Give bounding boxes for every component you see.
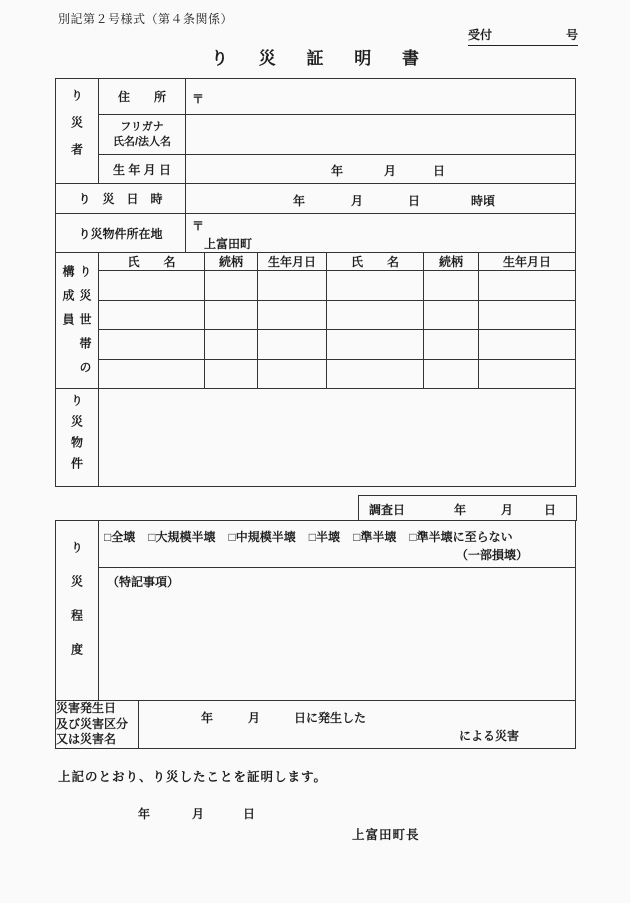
- damage-datetime-label: り 災 日 時: [56, 184, 186, 214]
- day-label: 日: [408, 194, 421, 208]
- member-name-cell[interactable]: [99, 271, 205, 300]
- day-label: 日: [433, 164, 446, 178]
- damage-degree-table: [55, 520, 576, 749]
- checkbox-icon: □: [104, 530, 112, 544]
- member-relation-cell[interactable]: [424, 359, 479, 388]
- disaster-suffix: による災害: [459, 729, 520, 743]
- checkbox-icon: □: [308, 530, 317, 544]
- month-label: 月: [351, 194, 364, 208]
- member-relation-cell[interactable]: [205, 330, 258, 359]
- day-label: 日: [544, 503, 557, 517]
- damage-level-cell: [99, 521, 576, 568]
- form-number-note: 別記第２号様式（第４条関係）: [58, 12, 234, 26]
- member-row: [56, 271, 576, 300]
- member-name-cell[interactable]: [99, 330, 205, 359]
- special-notes-label: （特記事項）: [107, 575, 180, 589]
- applicant-group-label: り災者: [56, 79, 99, 184]
- month-label: 月: [192, 807, 205, 821]
- name-input-cell[interactable]: [186, 115, 576, 155]
- checkbox-icon: □: [148, 530, 156, 544]
- member-relation-cell[interactable]: [424, 271, 479, 300]
- damage-checkbox-item[interactable]: [148, 528, 215, 545]
- checkbox-label: 中規模半壊: [235, 530, 296, 544]
- member-birthdate-cell[interactable]: [258, 300, 327, 329]
- member-name-cell[interactable]: [99, 300, 205, 329]
- member-row: [56, 330, 576, 359]
- column-header-relation: 続柄: [205, 253, 258, 271]
- column-header-birthdate: 生年月日: [479, 253, 576, 271]
- member-relation-cell[interactable]: [205, 271, 258, 300]
- checkbox-label: 半壊: [316, 530, 341, 544]
- damaged-property-input-cell[interactable]: [99, 389, 576, 487]
- applicant-table: [55, 78, 576, 487]
- member-birthdate-cell[interactable]: [258, 359, 327, 388]
- checkbox-label: 大規模半壊: [155, 530, 216, 544]
- year-label: 年: [138, 807, 151, 821]
- household-group-label: り災世帯の 構成員: [56, 253, 99, 389]
- member-name-cell[interactable]: [327, 359, 424, 388]
- checkbox-icon: □: [228, 530, 236, 544]
- member-birthdate-cell[interactable]: [479, 359, 576, 388]
- damage-checkbox-item[interactable]: [229, 528, 296, 545]
- checkbox-icon: □: [353, 530, 361, 544]
- member-name-cell[interactable]: [327, 271, 424, 300]
- damage-checkbox-item[interactable]: [104, 528, 135, 545]
- postal-mark: 〒: [192, 91, 205, 106]
- disaster-info-label: 災害発生日 及び災害区分 又は災害名: [56, 701, 139, 749]
- postal-mark: 〒: [192, 219, 205, 233]
- member-birthdate-cell[interactable]: [479, 271, 576, 300]
- column-header-name: 氏 名: [327, 253, 424, 271]
- member-birthdate-cell[interactable]: [479, 330, 576, 359]
- address-label: 住 所: [99, 79, 186, 115]
- reception-suffix: 号: [565, 28, 578, 42]
- checkbox-label: 準半壊に至らない: [416, 530, 513, 544]
- member-relation-cell[interactable]: [205, 300, 258, 329]
- member-row: [56, 359, 576, 388]
- reception-label: 受付: [468, 28, 493, 42]
- month-label: 月: [501, 503, 514, 517]
- time-label: 時頃: [471, 194, 496, 208]
- signer-title: 上富田町長: [352, 828, 420, 842]
- damaged-property-label: り災物件: [56, 389, 99, 487]
- member-relation-cell[interactable]: [424, 300, 479, 329]
- birthdate-input-cell[interactable]: [186, 155, 576, 184]
- month-label: 月: [384, 164, 397, 178]
- form-title: り 災 証 明 書: [211, 49, 432, 68]
- property-location-label: り災物件所在地: [56, 214, 186, 253]
- special-notes-cell[interactable]: [99, 568, 576, 701]
- disaster-info-input-cell[interactable]: [139, 701, 576, 749]
- day-label: 日: [243, 807, 256, 821]
- member-birthdate-cell[interactable]: [258, 271, 327, 300]
- checkbox-label: 全壊: [111, 530, 136, 544]
- year-label: 年: [331, 164, 344, 178]
- year-label: 年: [454, 503, 467, 517]
- column-header-birthdate: 生年月日: [258, 253, 327, 271]
- column-header-relation: 続柄: [424, 253, 479, 271]
- year-label: 年: [293, 194, 306, 208]
- damage-datetime-input-cell[interactable]: [186, 184, 576, 214]
- member-relation-cell[interactable]: [424, 330, 479, 359]
- reception-number-line: [468, 26, 578, 46]
- member-name-cell[interactable]: [327, 300, 424, 329]
- damage-degree-group-label: り災程度: [56, 521, 99, 701]
- damage-checkbox-item[interactable]: [353, 528, 396, 545]
- damage-checkbox-item[interactable]: [409, 528, 512, 545]
- member-relation-cell[interactable]: [205, 359, 258, 388]
- address-input-cell[interactable]: [186, 79, 576, 115]
- member-birthdate-cell[interactable]: [479, 300, 576, 329]
- member-row: [56, 300, 576, 329]
- checkbox-icon: □: [409, 530, 417, 544]
- partial-damage-note: （一部損壊）: [456, 548, 529, 562]
- property-location-input-cell[interactable]: [186, 214, 576, 253]
- certification-text: 上記のとおり、り災したことを証明します。: [58, 770, 328, 784]
- member-name-cell[interactable]: [99, 359, 205, 388]
- checkbox-label: 準半壊: [360, 530, 397, 544]
- furigana-name-label: フリガナ 氏名/法人名: [99, 115, 186, 155]
- survey-date-box[interactable]: [358, 495, 577, 521]
- column-header-name: 氏 名: [99, 253, 205, 271]
- member-birthdate-cell[interactable]: [258, 330, 327, 359]
- occurred-text: 日に発生した: [294, 711, 367, 725]
- month-label: 月: [248, 711, 261, 725]
- property-location-value: 上富田町: [204, 237, 253, 251]
- birthdate-label: 生 年 月 日: [99, 155, 186, 184]
- damage-checkbox-item[interactable]: [309, 528, 340, 545]
- survey-date-label: 調査日: [369, 503, 406, 517]
- year-label: 年: [201, 711, 214, 725]
- member-name-cell[interactable]: [327, 330, 424, 359]
